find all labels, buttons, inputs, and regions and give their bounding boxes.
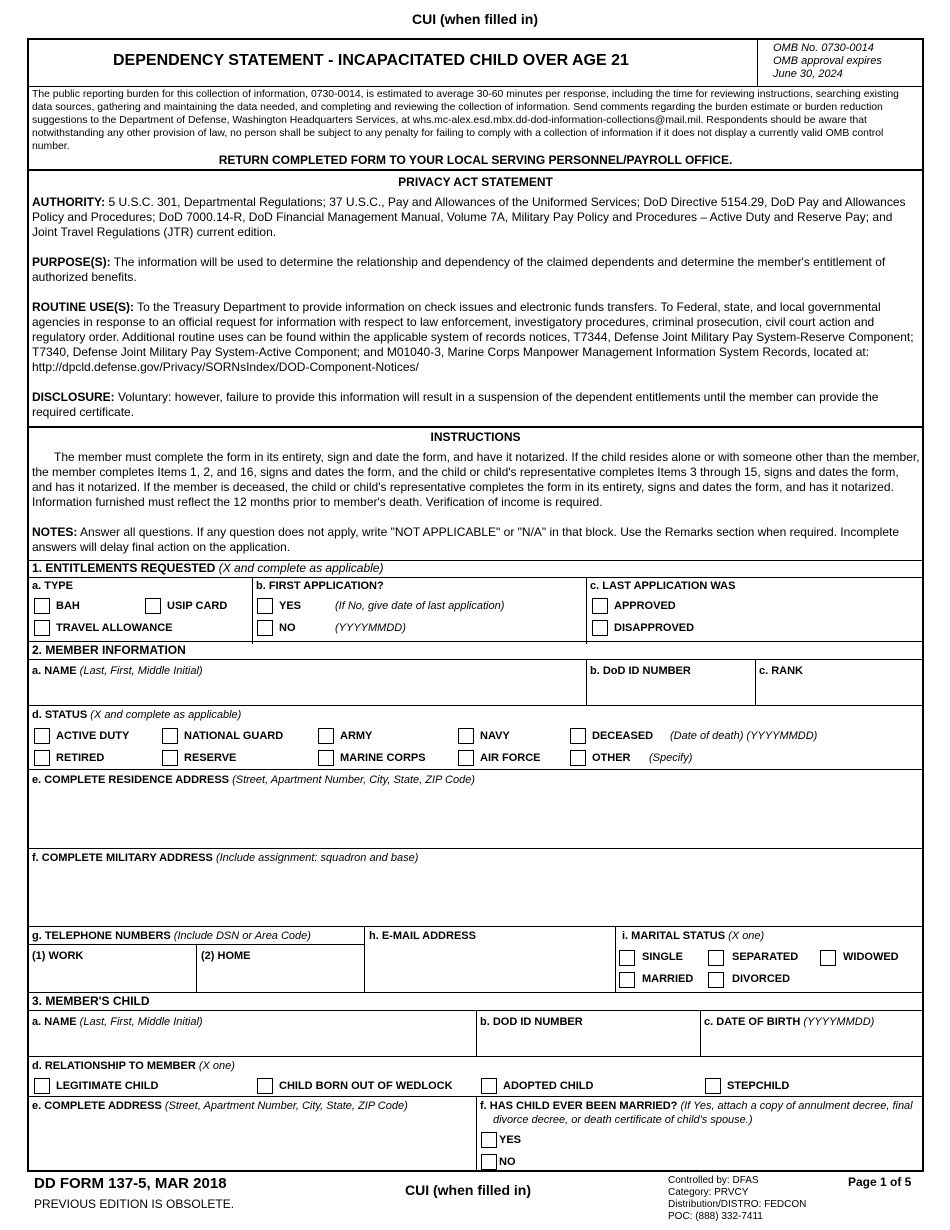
air-force-label: AIR FORCE: [480, 752, 541, 764]
active-duty-label: ACTIVE DUTY: [56, 730, 130, 742]
privacy-heading: PRIVACY ACT STATEMENT: [398, 175, 553, 189]
military-address-label: f. COMPLETE MILITARY ADDRESS (Include assignment: squadron and base): [32, 852, 419, 864]
travel-allowance-label: TRAVEL ALLOWANCE: [56, 622, 173, 634]
instructions-paragraph: The member must complete the form in its entirety, sign and date the form, and have it notarized. If the child resides alone or with someone other than the member, the member completes Items 1, 2, and 16, signs and dates the form, and the child or child's representative completes Items 3 through 15, signs and dates the form, and has it notarized. If the member is deceased, the child or child's representative completes the form in its entirety, signs and dates the form, and has it notarized. Information furnished must reflect the 12 months prior to member's death. Verification of income is required.: [32, 450, 920, 509]
notes-paragraph: NOTES: Answer all questions. If any question does not apply, write "NOT APPLICABLE" or "N/A" in that block. Use the Remarks section when required. Incomplete answers will delay final action on the application.: [32, 525, 900, 554]
form-footer: [0, 1172, 950, 1230]
routine-use-paragraph: ROUTINE USE(S): To the Treasury Department to provide information on check issues and electronic funds transfers. To Federal, state, and local governmental agencies in response to an official request for information with respect to law enforcement, investigatory procedures, criminal prosecution, civil court action and regulatory order. Additional routine uses can be found within the applicable system of records notices, T7344, Defense Joint Military Pay System-Reserve Component; T7340, Defense Joint Military Pay System-Active Component; and M01040-3, Marine Corps Manpower Management Information System Records, located at: http://dpcld.defense.gov/Privacy/SORNsIndex/DOD-Component-Notices/: [32, 300, 914, 374]
child-married-note: divorce decree, or death certificate of child's spouse.): [493, 1114, 753, 1126]
stepchild-checkbox[interactable]: [705, 1078, 721, 1094]
adopted-child-label: ADOPTED CHILD: [503, 1080, 594, 1092]
separated-checkbox[interactable]: [708, 950, 724, 966]
legitimate-child-label: LEGITIMATE CHILD: [56, 1080, 159, 1092]
last-application-label: c. LAST APPLICATION WAS: [590, 580, 736, 592]
army-checkbox[interactable]: [318, 728, 334, 744]
child-name-label: a. NAME (Last, First, Middle Initial): [32, 1016, 203, 1028]
marine-corps-label: MARINE CORPS: [340, 752, 426, 764]
first-application-date-note: (YYYYMMDD): [335, 622, 406, 634]
first-application-yes-note: (If No, give date of last application): [335, 600, 505, 612]
section1-heading: 1. ENTITLEMENTS REQUESTED (X and complete as applicable): [32, 561, 384, 575]
poc-phone: POC: (888) 332-7411: [668, 1211, 763, 1222]
divorced-label: DIVORCED: [732, 973, 791, 985]
authority-paragraph: AUTHORITY: 5 U.S.C. 301, Departmental Regulations; 37 U.S.C., Pay and Allowances of the Uniformed Services; DoD Directive 5154.29, DoD Pay and Allowances Policy and Procedures; DoD 7000.14-R, DoD Financial Management Manual, Volume 7A, Military Pay Policy and Procedures – Active Duty and Reserve Pay; and Joint Travel Regulations (JTR) current edition.: [32, 195, 906, 239]
page-number: Page 1 of 5: [848, 1175, 912, 1189]
reserve-label: RESERVE: [184, 752, 237, 764]
disapproved-checkbox[interactable]: [592, 620, 608, 636]
married-label: MARRIED: [642, 973, 694, 985]
form-body: [27, 38, 924, 1172]
reserve-checkbox[interactable]: [162, 750, 178, 766]
navy-checkbox[interactable]: [458, 728, 474, 744]
child-married-yes-checkbox[interactable]: [481, 1132, 497, 1148]
work-phone-label: (1) WORK: [32, 950, 84, 962]
divorced-checkbox[interactable]: [708, 972, 724, 988]
cui-bottom-banner: CUI (when filled in): [405, 1182, 531, 1198]
relationship-label: d. RELATIONSHIP TO MEMBER (X one): [32, 1060, 235, 1072]
child-married-no-checkbox[interactable]: [481, 1154, 497, 1170]
date-of-death-note: (Date of death) (YYYYMMDD): [670, 730, 818, 742]
omb-date: June 30, 2024: [773, 68, 843, 80]
omb-number: OMB No. 0730-0014: [773, 42, 874, 54]
type-label: a. TYPE: [32, 580, 73, 592]
approved-label: APPROVED: [614, 600, 676, 612]
legitimate-child-checkbox[interactable]: [34, 1078, 50, 1094]
travel-allowance-checkbox[interactable]: [34, 620, 50, 636]
purpose-paragraph: PURPOSE(S): The information will be used to determine the relationship and dependency of the claimed dependents and determine the member's entitlement of authorized benefits.: [32, 255, 886, 284]
home-phone-label: (2) HOME: [201, 950, 251, 962]
telephone-numbers-label: g. TELEPHONE NUMBERS (Include DSN or Area Code): [32, 930, 311, 942]
adopted-child-checkbox[interactable]: [481, 1078, 497, 1094]
other-status-checkbox[interactable]: [570, 750, 586, 766]
national-guard-checkbox[interactable]: [162, 728, 178, 744]
widowed-label: WIDOWED: [843, 951, 899, 963]
child-married-no-label: NO: [499, 1156, 516, 1168]
usip-card-checkbox[interactable]: [145, 598, 161, 614]
burden-statement: The public reporting burden for this collection of information, 0730-0014, is estimated to average 30-60 minutes per response, including the time for reviewing instructions, searching existing data sources, gathering and maintaining the data needed, and completing and reviewing the collection of information. Send comments regarding the burden estimate or burden reduction suggestions to the Department of Defense, Washington Headquarters Services, at whs.mc-alex.esd.mbx.dd-dod-information-collections@mail.mil. Respondents should be aware that notwithstanding any other provision of law, no person shall be subject to any penalty for failing to comply with a collection of information if it does not display a currently valid OMB control number.: [32, 89, 899, 152]
residence-address-label: e. COMPLETE RESIDENCE ADDRESS (Street, Apartment Number, City, State, ZIP Code): [32, 774, 475, 786]
active-duty-checkbox[interactable]: [34, 728, 50, 744]
first-application-yes-label: YES: [279, 600, 302, 612]
first-application-yes-checkbox[interactable]: [257, 598, 273, 614]
stepchild-label: STEPCHILD: [727, 1080, 790, 1092]
distribution: Distribution/DISTRO: FEDCON: [668, 1199, 807, 1210]
cui-top-banner: CUI (when filled in): [412, 11, 538, 27]
deceased-label: DECEASED: [592, 730, 654, 742]
child-dod-id-label: b. DOD ID NUMBER: [480, 1016, 583, 1028]
bah-label: BAH: [56, 600, 80, 612]
child-address-label: e. COMPLETE ADDRESS (Street, Apartment Number, City, State, ZIP Code): [32, 1100, 408, 1112]
widowed-checkbox[interactable]: [820, 950, 836, 966]
child-married-yes-label: YES: [499, 1134, 522, 1146]
other-specify-note: (Specify): [649, 752, 693, 764]
obsolete-notice: PREVIOUS EDITION IS OBSOLETE.: [34, 1197, 235, 1211]
disclosure-paragraph: DISCLOSURE: Voluntary: however, failure to provide this information will result in a suspension of the dependent entitlements until the member can provide the required certificate.: [32, 390, 879, 419]
national-guard-label: NATIONAL GUARD: [184, 730, 284, 742]
army-label: ARMY: [340, 730, 373, 742]
member-rank-label: c. RANK: [759, 665, 804, 677]
member-status-label: d. STATUS (X and complete as applicable): [32, 709, 242, 721]
form-number: DD FORM 137-5, MAR 2018: [34, 1175, 227, 1192]
approved-checkbox[interactable]: [592, 598, 608, 614]
instructions-heading: INSTRUCTIONS: [430, 430, 521, 444]
first-application-no-label: NO: [279, 622, 296, 634]
first-application-no-checkbox[interactable]: [257, 620, 273, 636]
single-label: SINGLE: [642, 951, 683, 963]
out-of-wedlock-label: CHILD BORN OUT OF WEDLOCK: [279, 1080, 453, 1092]
section3-heading: 3. MEMBER'S CHILD: [32, 994, 150, 1008]
other-status-label: OTHER: [592, 752, 631, 764]
disapproved-label: DISAPPROVED: [614, 622, 695, 634]
controlled-by: Controlled by: DFAS: [668, 1175, 759, 1186]
married-checkbox[interactable]: [619, 972, 635, 988]
air-force-checkbox[interactable]: [458, 750, 474, 766]
retired-checkbox[interactable]: [34, 750, 50, 766]
retired-label: RETIRED: [56, 752, 105, 764]
separated-label: SEPARATED: [732, 951, 799, 963]
single-checkbox[interactable]: [619, 950, 635, 966]
category: Category: PRVCY: [668, 1187, 749, 1198]
omb-approval: OMB approval expires: [773, 55, 882, 67]
bah-checkbox[interactable]: [34, 598, 50, 614]
form-title: DEPENDENCY STATEMENT - INCAPACITATED CHILD OVER AGE 21: [113, 52, 629, 69]
member-dod-id-label: b. DoD ID NUMBER: [590, 665, 691, 677]
first-application-label: b. FIRST APPLICATION?: [256, 580, 384, 592]
child-birth-date-label: c. DATE OF BIRTH (YYYYMMDD): [704, 1016, 875, 1028]
deceased-checkbox[interactable]: [570, 728, 586, 744]
section2-heading: 2. MEMBER INFORMATION: [32, 643, 186, 657]
member-name-label: a. NAME (Last, First, Middle Initial): [32, 665, 203, 677]
child-married-label: f. HAS CHILD EVER BEEN MARRIED? (If Yes, attach a copy of annulment decree, final: [480, 1100, 913, 1112]
usip-card-label: USIP CARD: [167, 600, 228, 612]
marine-corps-checkbox[interactable]: [318, 750, 334, 766]
return-instruction: RETURN COMPLETED FORM TO YOUR LOCAL SERVING PERSONNEL/PAYROLL OFFICE.: [218, 153, 733, 167]
out-of-wedlock-checkbox[interactable]: [257, 1078, 273, 1094]
email-address-label: h. E-MAIL ADDRESS: [369, 930, 476, 942]
navy-label: NAVY: [480, 730, 510, 742]
marital-status-label: i. MARITAL STATUS (X one): [622, 930, 765, 942]
